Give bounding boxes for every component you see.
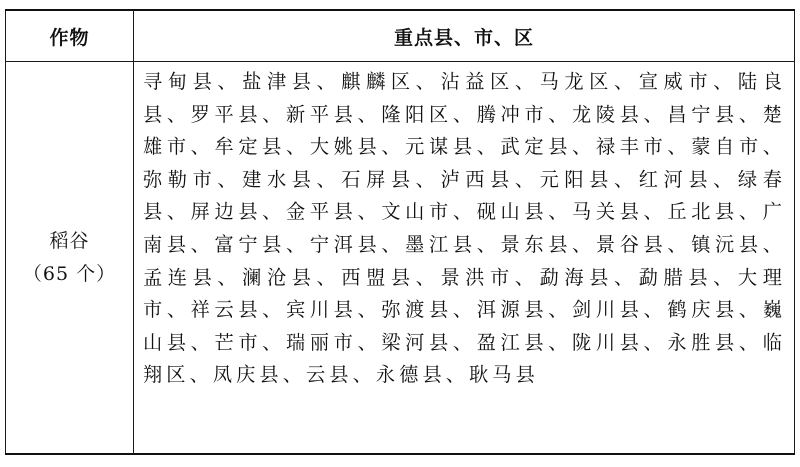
crop-count: （65 个）: [22, 262, 117, 285]
crop-regions-table: [5, 9, 795, 455]
crop-cell: [6, 62, 134, 455]
region-list: 寻甸县、盐津县、麒麟区、沾益区、马龙区、宣威市、陆良县、罗平县、新平县、隆阳区、腾冲市、龙陵县、昌宁县、楚雄市、牟定县、大姚县、元谋县、武定县、禄丰市、蒙自市、弥勒市、建水县、石屏县、泸西县、元阳县、红河县、绿春县、屏边县、金平县、文山市、砚山县、马关县、丘北县、广南县、富宁县、宁洱县、墨江县、景东县、景谷县、镇沅县、孟连县、澜沧县、西盟县、景洪市、勐海县、勐腊县、大理市、祥云县、宾川县、弥渡县、洱源县、剑川县、鹤庆县、巍山县、芒市、瑞丽市、梁河县、盈江县、陇川县、永胜县、临翔区、凤庆县、云县、永德县、耿马县: [134, 62, 795, 455]
table-row: [6, 62, 795, 455]
header-row: [6, 10, 795, 62]
header-crop: 作物: [6, 10, 134, 62]
table-header: [6, 10, 795, 62]
header-regions: 重点县、市、区: [134, 10, 795, 62]
crop-name: 稻谷: [49, 229, 90, 252]
